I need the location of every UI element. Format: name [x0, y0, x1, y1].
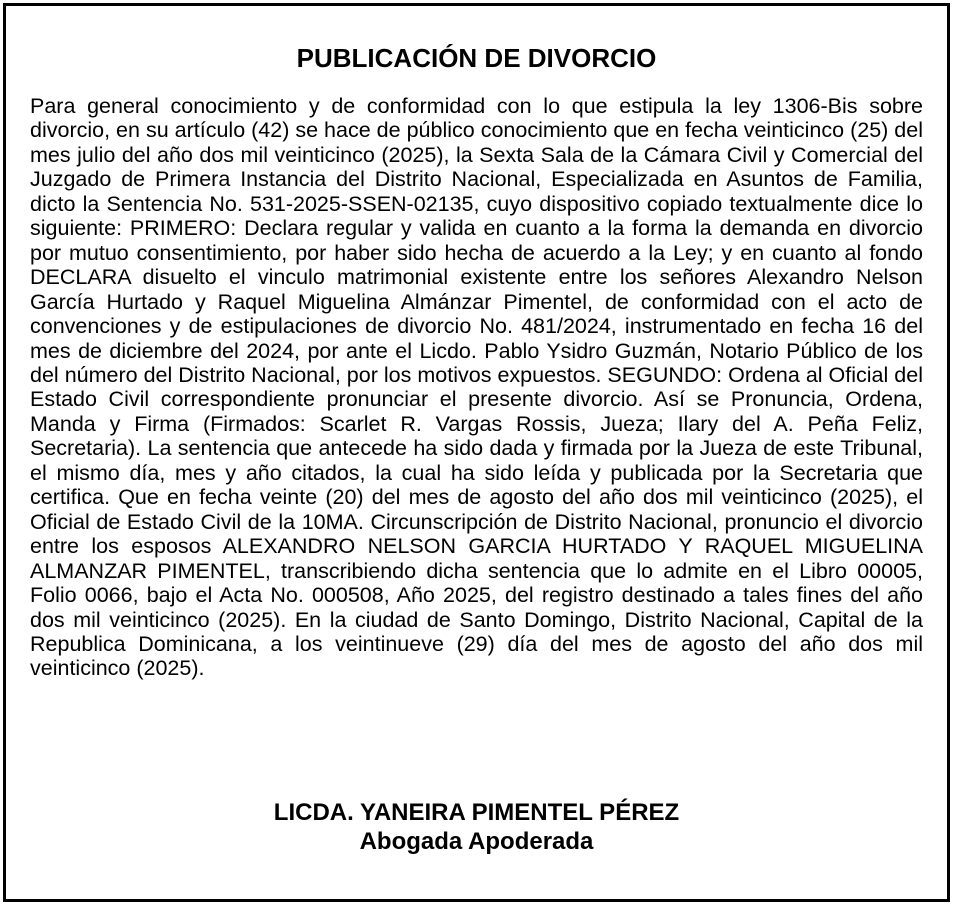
notice-title: PUBLICACIÓN DE DIVORCIO: [296, 43, 657, 73]
notice-frame: [3, 3, 950, 902]
signature-name: LICDA. YANEIRA PIMENTEL PÉREZ: [273, 799, 680, 826]
notice-body: Para general conocimiento y de conformidad con lo que estipula la ley 1306-Bis sobre divorcio, en su artículo (42) se hace de público conocimiento que en fecha veinticinco (25) del mes julio del año dos mil veinticinco (2025), la Sexta Sala de la Cámara Civil y Comercial del Juzgado de Primera Instancia del Distrito Nacional, Especializada en Asuntos de Familia, dicto la Sentencia No. 531-2025-SSEN-02135, cuyo dispositivo copiado textualmente dice lo siguiente: PRIMERO: Declara regular y valida en cuanto a la forma la demanda en divorcio por mutuo consentimiento, por haber sido hecha de acuerdo a la Ley; y en cuanto al fondo DECLARA disuelto el vinculo matrimonial existente entre los señores Alexandro Nelson García Hurtado y Raquel Miguelina Almánzar Pimentel, de conformidad con el acto de convenciones y de estipulaciones de divorcio No. 481/2024, instrumentado en fecha 16 del mes de diciembre del 2024, por ante el Licdo. Pablo Ysidro Guzmán, Notario Público de los del número del Distrito Nacional, por los motivos expuestos. SEGUNDO: Ordena al Oficial del Estado Civil correspondiente pronunciar el presente divorcio. Así se Pronuncia, Ordena, Manda y Firma (Firmados: Scarlet R. Vargas Rossis, Jueza; Ilary del A. Peña Feliz, Secretaria). La sentencia que antecede ha sido dada y firmada por la Jueza de este Tribunal, el mismo día, mes y año citados, la cual ha sido leída y publicada por la Secretaria que certifica. Que en fecha veinte (20) del mes de agosto del año dos mil veinticinco (2025), el Oficial de Estado Civil de la 10MA. Circunscripción de Distrito Nacional, pronuncio el divorcio entre los esposos ALEXANDRO NELSON GARCIA HURTADO Y RAQUEL MIGUELINA ALMANZAR PIMENTEL, transcribiendo dicha sentencia que lo admite en el Libro 00005, Folio 0066, bajo el Acta No. 000508, Año 2025, del registro destinado a tales fines del año dos mil veinticinco (2025). En la ciudad de Santo Domingo, Distrito Nacional, Capital de la Republica Dominicana, a los veintinueve (29) día del mes de agosto del año dos mil veinticinco (2025).: [30, 94, 923, 681]
signature-role: Abogada Apoderada: [359, 828, 594, 855]
signature-block: [6, 798, 947, 856]
